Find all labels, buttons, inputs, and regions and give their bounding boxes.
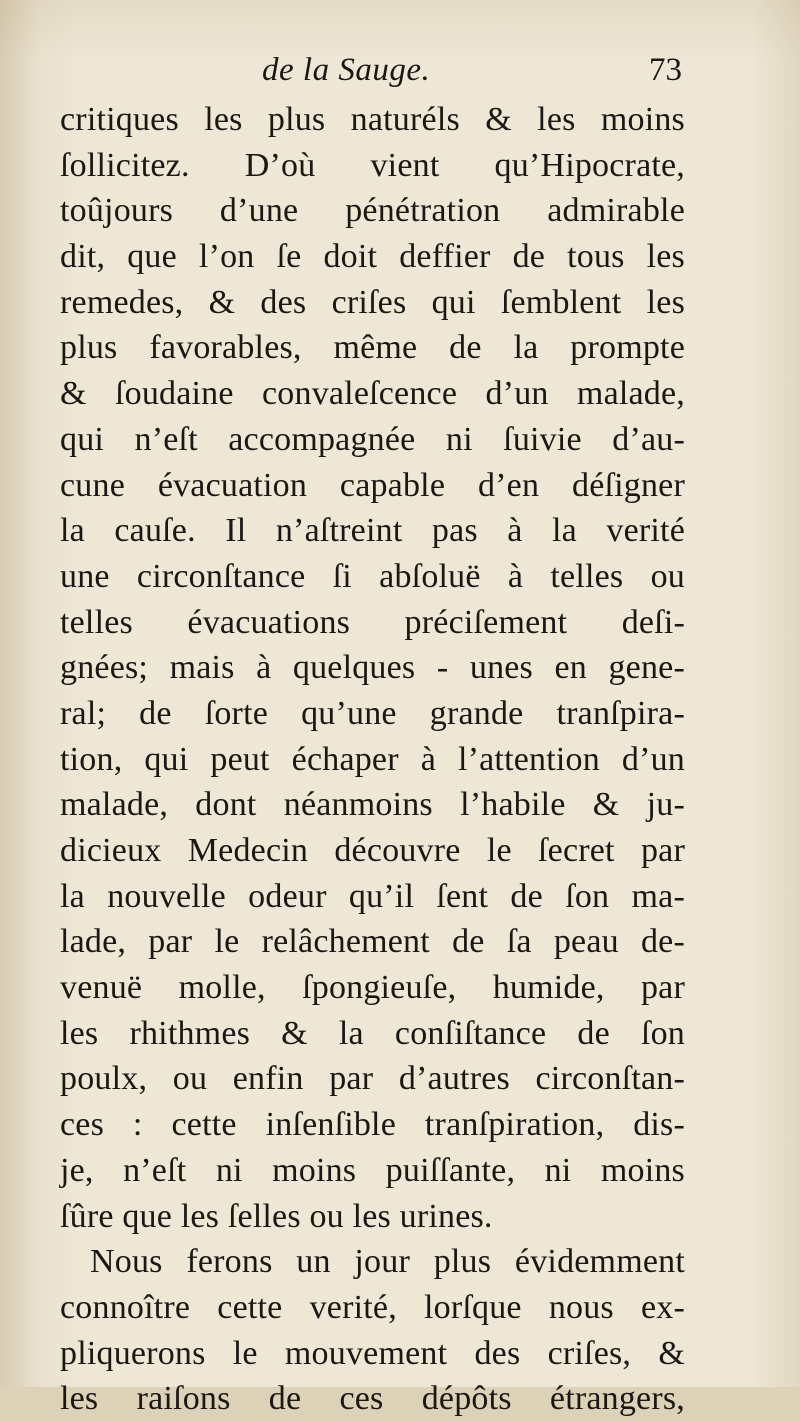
text-line: les raiſons de ces dépôts étrangers, — [60, 1380, 685, 1418]
text-line: cune évacuation capable d’en déſigner — [60, 466, 685, 504]
text-line: ral; de ſorte qu’une grande tranſpira- — [60, 694, 685, 732]
text-line: je, n’eſt ni moins puiſſante, ni moins — [60, 1151, 685, 1189]
text-line: plus favorables, même de la prompte — [60, 329, 685, 367]
text-line: ſollicitez. D’où vient qu’Hipocrate, — [60, 146, 685, 184]
text-line: & ſoudaine convaleſcence d’un malade, — [60, 375, 685, 413]
text-line: la cauſe. Il n’aſtreint pas à la verité — [60, 512, 685, 550]
text-line: Nous ferons un jour plus évidemment — [90, 1243, 685, 1281]
text-line: lade, par le relâchement de ſa peau de- — [60, 923, 685, 961]
text-line: les rhithmes & la conſiſtance de ſon — [60, 1014, 685, 1052]
text-line: malade, dont néanmoins l’habile & ju- — [60, 786, 685, 824]
text-line: la nouvelle odeur qu’il ſent de ſon ma- — [60, 877, 685, 915]
text-line: pliquerons le mouvement des criſes, & — [60, 1334, 685, 1372]
text-line: dicieux Medecin découvre le ſecret par — [60, 832, 685, 869]
page-header — [62, 48, 682, 92]
text-line: connoître cette verité, lorſque nous ex- — [60, 1288, 685, 1326]
text-line: poulx, ou enfin par d’autres circonſtan- — [60, 1060, 685, 1098]
text-line: tion, qui peut échaper à l’attention d’un — [60, 740, 685, 778]
body-text — [60, 97, 685, 1422]
text-line: toûjours d’une pénétration admirable — [60, 192, 685, 230]
text-line: critiques les plus naturéls & les moins — [60, 101, 685, 138]
page-number: 73 — [649, 52, 682, 88]
text-line: gnées; mais à quelques - unes en gene- — [60, 649, 685, 687]
text-line: telles évacuations préciſement deſi- — [60, 603, 685, 641]
text-line: remedes, & des criſes qui ſemblent les — [60, 283, 685, 321]
text-line: venuë molle, ſpongieuſe, humide, par — [60, 969, 685, 1007]
text-line: qui n’eſt accompagnée ni ſuivie d’au- — [60, 420, 685, 458]
running-title: de la Sauge. — [262, 52, 431, 88]
text-line: ſûre que les ſelles ou les urines. — [60, 1197, 493, 1235]
text-line: ces : cette inſenſible tranſpiration, dis- — [60, 1106, 685, 1144]
text-line: dit, que l’on ſe doit deffier de tous les — [60, 238, 685, 276]
text-line: une circonſtance ſi abſoluë à telles ou — [60, 557, 685, 595]
